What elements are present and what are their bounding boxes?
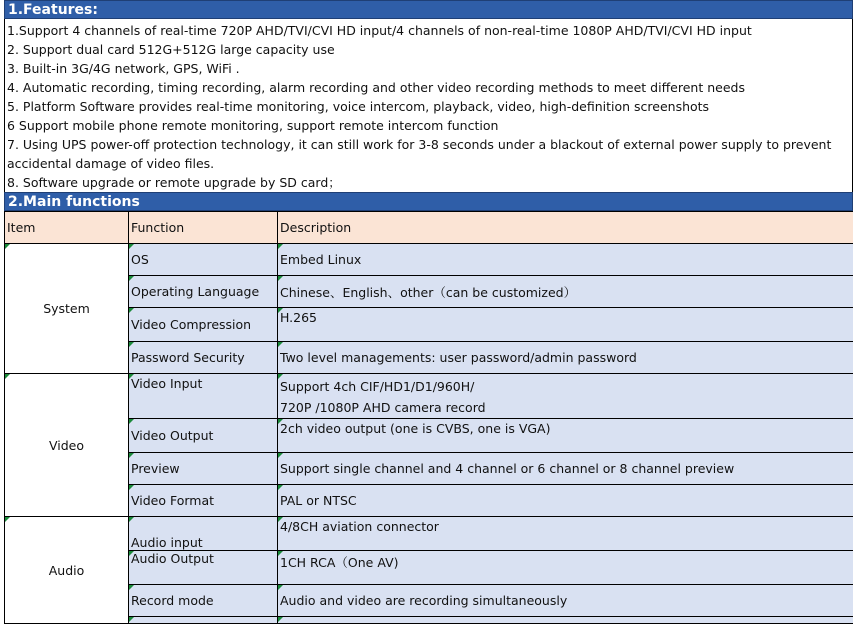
feature-line-7: 7. Using UPS power-off protection technology, it can still work for 3-8 seconds under a blackout of external power supply to prevent accidental damage of video files. [7, 137, 832, 171]
table-row [5, 551, 853, 585]
table-row [5, 308, 853, 342]
description-cell: H.265 [278, 308, 853, 342]
table-row [5, 585, 853, 617]
table-row [5, 342, 853, 374]
table-row [5, 617, 853, 624]
function-cell: Video Output [129, 419, 278, 453]
table-row [5, 485, 853, 517]
functions-table [4, 211, 853, 624]
feature-line-1: 1.Support 4 channels of real-time 720P AHD/TVI/CVI HD input/4 channels of non-real-time 1080P AHD/TVI/CVI HD input [7, 23, 752, 38]
feature-line-6: 6 Support mobile phone remote monitoring, support remote intercom function [7, 118, 499, 133]
function-cell: Password Security [129, 342, 278, 374]
function-cell: Video Compression [129, 308, 278, 342]
feature-line-8: 8. Software upgrade or remote upgrade by SD card； [7, 175, 341, 190]
function-cell: Audio Output [129, 551, 278, 585]
description-cell: Audio and video are recording simultaneously [278, 585, 853, 617]
function-cell: Audio input [129, 517, 278, 551]
features-header: 1.Features: [4, 0, 853, 19]
description-cell [278, 374, 853, 419]
function-cell: Video Format [129, 485, 278, 517]
description-cell: PAL or NTSC [278, 485, 853, 517]
description-line-2: 720P /1080P AHD camera record [280, 400, 486, 415]
main-functions-header: 2.Main functions [4, 192, 853, 211]
description-cell: 1CH RCA（One AV) [278, 551, 853, 585]
description-cell: 4/8CH aviation connector [278, 517, 853, 551]
description-cell: Embed Linux [278, 244, 853, 276]
group-label-audio: Audio [5, 517, 129, 624]
table-row [5, 244, 853, 276]
feature-line-2: 2. Support dual card 512G+512G large capacity use [7, 42, 335, 57]
group-label-video: Video [5, 374, 129, 517]
table-row [5, 374, 853, 419]
description-cell: Two level managements: user password/admin password [278, 342, 853, 374]
feature-line-3: 3. Built-in 3G/4G network, GPS, WiFi . [7, 61, 240, 76]
group-label-system: System [5, 244, 129, 374]
table-header-row [5, 212, 853, 244]
description-line-1: Support 4ch CIF/HD1/D1/960H/ [280, 379, 475, 394]
feature-line-5: 5. Platform Software provides real-time monitoring, voice intercom, playback, video, high-definition screenshots [7, 99, 710, 114]
header-description: Description [278, 212, 853, 244]
function-cell: Video Input [129, 374, 278, 419]
function-cell: Record mode [129, 585, 278, 617]
function-cell: Preview [129, 453, 278, 485]
features-list [4, 19, 853, 192]
table-row [5, 419, 853, 453]
description-cell: 2ch video output (one is CVBS, one is VGA) [278, 419, 853, 453]
feature-line-4: 4. Automatic recording, timing recording, alarm recording and other video recording methods to meet different needs [7, 80, 745, 95]
description-cell: Support single channel and 4 channel or 6 channel or 8 channel preview [278, 453, 853, 485]
description-cell: Chinese、English、other（can be customized） [278, 276, 853, 308]
table-row [5, 276, 853, 308]
header-item: Item [5, 212, 129, 244]
spec-sheet [4, 0, 853, 624]
description-cell [278, 617, 853, 624]
table-row [5, 517, 853, 551]
function-cell: OS [129, 244, 278, 276]
function-cell: Operating Language [129, 276, 278, 308]
header-function: Function [129, 212, 278, 244]
table-row [5, 453, 853, 485]
function-cell [129, 617, 278, 624]
